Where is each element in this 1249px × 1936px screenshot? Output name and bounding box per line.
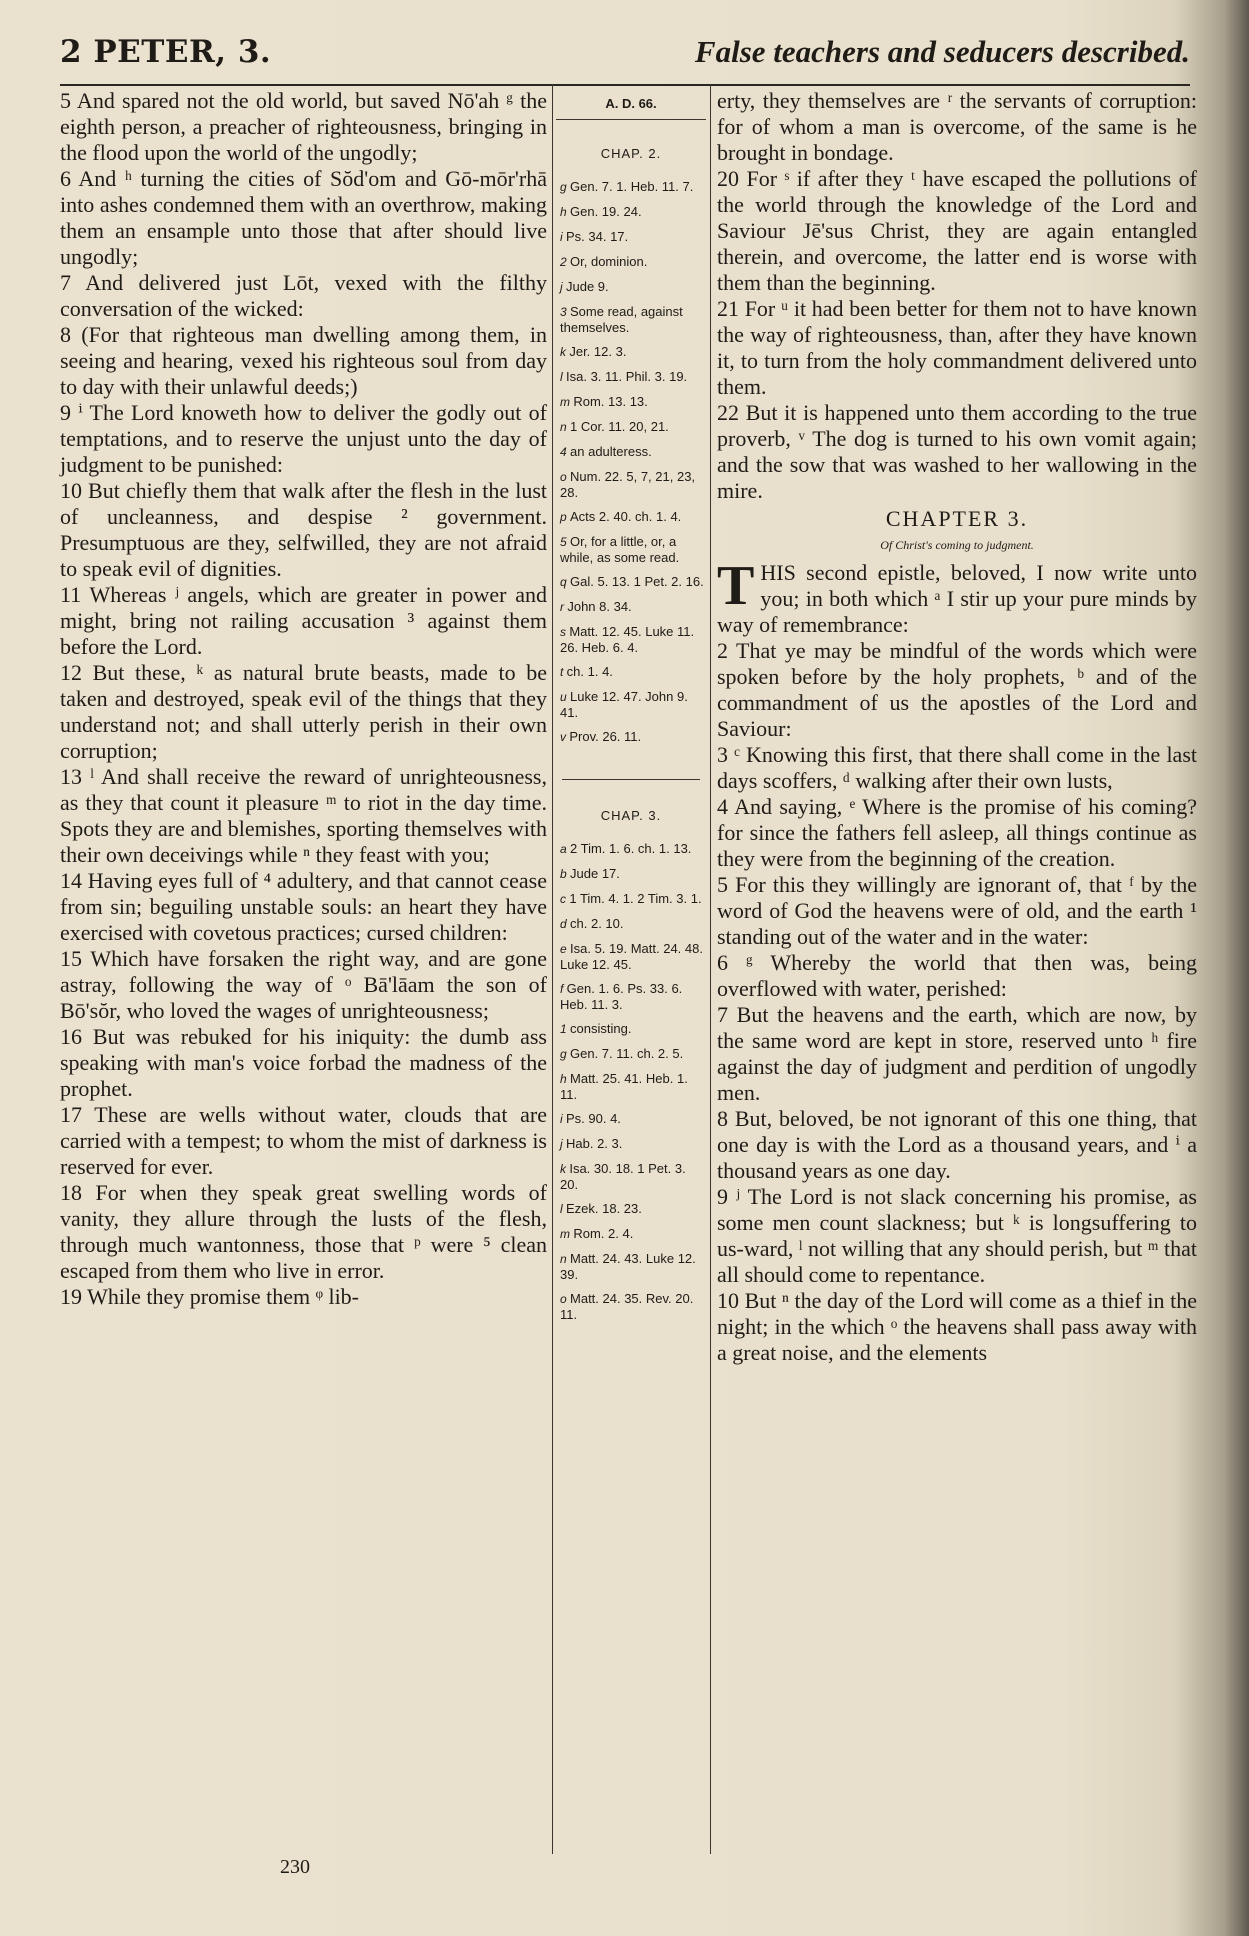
reference-text: Rom. 13. 13. <box>573 394 648 409</box>
cross-reference <box>556 469 706 500</box>
reference-key: u <box>560 690 571 704</box>
cross-reference <box>556 204 706 220</box>
reference-text: Matt. 25. 41. Heb. 1. 11. <box>560 1071 688 1102</box>
verse: 17 These are wells without water, clouds that are carried with a tempest; to whom the mist of darkness is reserved for ever. <box>60 1102 547 1179</box>
reference-text: Or, dominion. <box>570 254 648 269</box>
chapter-3-subtitle: Of Christ's coming to judgment. <box>880 538 1034 552</box>
reference-key: j <box>560 280 566 294</box>
reference-text: Matt. 24. 35. Rev. 20. 11. <box>560 1291 694 1322</box>
reference-text: Gal. 5. 13. 1 Pet. 2. 16. <box>570 574 704 589</box>
reference-text: 1 Tim. 4. 1. 2 Tim. 3. 1. <box>569 891 702 906</box>
cross-reference <box>556 1251 706 1282</box>
reference-key: k <box>560 345 570 359</box>
cross-reference <box>556 1291 706 1322</box>
cross-reference <box>556 1071 706 1102</box>
reference-text: Or, for a little, or, a while, as some read. <box>560 534 680 565</box>
reference-text: Luke 12. 47. John 9. 41. <box>560 689 688 720</box>
cross-reference-column <box>556 88 706 1331</box>
cross-reference <box>556 304 706 335</box>
cross-reference <box>556 599 706 615</box>
verse: 12 But these, ᵏ as natural brute beasts, made to be taken and destroyed, speak evil of the things that they understand not; and shall utterly perish in their own corruption; <box>60 660 547 763</box>
reference-text: Matt. 24. 43. Luke 12. 39. <box>560 1251 696 1282</box>
chapter-2-references <box>556 179 706 745</box>
page-number: 230 <box>280 1856 310 1878</box>
reference-key: g <box>560 1047 571 1061</box>
verse: 11 Whereas ʲ angels, which are greater in power and might, bring not railing accusation ³ against them before the Lord. <box>60 582 547 659</box>
cross-reference <box>556 664 706 680</box>
cross-reference <box>556 1161 706 1192</box>
cross-reference <box>556 866 706 882</box>
date-label: A. D. 66. <box>556 88 706 120</box>
verse: 10 But ⁿ the day of the Lord will come as a thief in the night; in the which ᵒ the heavens shall pass away with a great noise, and the elements <box>717 1288 1197 1365</box>
reference-text: 2 Tim. 1. 6. ch. 1. 13. <box>570 841 692 856</box>
drop-cap: T <box>717 555 755 617</box>
verse: 6 And ʰ turning the cities of Sŏd'om and Gō-mōr'rhā into ashes condemned them with an overthrow, making them an ensample unto those that after should live ungodly; <box>60 166 547 269</box>
verse: 10 But chiefly them that walk after the flesh in the lust of uncleanness, and despise ² government. Presumptuous are they, selfwilled, they are not afraid to speak evil of dignities. <box>60 478 547 581</box>
cross-reference <box>556 1046 706 1062</box>
reference-key: c <box>560 892 570 906</box>
cross-reference <box>556 419 706 435</box>
reference-text: Jude 9. <box>566 279 609 294</box>
verse: 21 For ᵘ it had been better for them not to have known the way of righteousness, than, after they have known it, to turn from the holy commandment delivered unto them. <box>717 296 1197 399</box>
reference-key: s <box>560 625 570 639</box>
reference-text: Gen. 7. 11. ch. 2. 5. <box>570 1046 684 1061</box>
chapter-3-heading: CHAPTER 3. <box>885 506 1029 531</box>
verse: erty, they themselves are ʳ the servants of corruption: for of whom a man is overcome, of the same is he brought in bondage. <box>717 88 1197 165</box>
cross-reference <box>556 1111 706 1127</box>
reference-key: d <box>560 917 571 931</box>
reference-text: Ezek. 18. 23. <box>566 1201 642 1216</box>
reference-text: Matt. 12. 45. Luke 11. 26. Heb. 6. 4. <box>560 624 695 655</box>
verse: 9 ⁱ The Lord knoweth how to deliver the godly out of temptations, and to reserve the unjust unto the day of judgment to be punished: <box>60 400 547 477</box>
reference-key: m <box>560 1227 574 1241</box>
reference-key: h <box>560 205 571 219</box>
verse: 20 For ˢ if after they ᵗ have escaped the pollutions of the world through the knowledge of the Lord and Saviour Jē'sus Christ, they are again entangled therein, and overcome, the latter end is worse with them than the beginning. <box>717 166 1197 295</box>
reference-text: Ps. 34. 17. <box>566 229 629 244</box>
reference-text: Rom. 2. 4. <box>573 1226 634 1241</box>
verse: 15 Which have forsaken the right way, and are gone astray, following the way of ᵒ Bā'lāam the son of Bō'sŏr, who loved the wages of unrighteousness; <box>60 946 547 1023</box>
reference-key: g <box>560 180 571 194</box>
reference-text: consisting. <box>570 1021 632 1036</box>
chapter-2-end-verses <box>717 88 1197 504</box>
reference-key: h <box>560 1072 571 1086</box>
reference-key: 5 <box>560 535 571 549</box>
cross-reference <box>556 624 706 655</box>
cross-reference <box>556 841 706 857</box>
cross-reference <box>556 444 706 460</box>
verse: 2 That ye may be mindful of the words which were spoken before by the holy prophets, ᵇ and of the commandment of us the apostles of the Lord and Saviour: <box>717 638 1197 741</box>
chapter-3-ref-label: CHAP. 3. <box>600 808 662 823</box>
chapter-3-verses <box>717 638 1197 1366</box>
chapter-3-references <box>556 841 706 1322</box>
reference-key: q <box>560 575 571 589</box>
cross-reference <box>556 369 706 385</box>
cross-reference <box>556 279 706 295</box>
reference-key: j <box>560 1137 566 1151</box>
reference-text: ch. 2. 10. <box>570 916 624 931</box>
reference-text: Some read, against themselves. <box>560 304 683 335</box>
section-running-title: False teachers and seducers described. <box>694 34 1190 69</box>
reference-key: p <box>560 510 571 524</box>
verse: 22 But it is happened unto them according to the true proverb, ᵛ The dog is turned to his own vomit again; and the sow that was washed to her wallowing in the mire. <box>717 400 1197 503</box>
verse: 16 But was rebuked for his iniquity: the dumb ass speaking with man's voice forbad the madness of the prophet. <box>60 1024 547 1101</box>
reference-text: ch. 1. 4. <box>566 664 613 679</box>
cross-reference <box>556 394 706 410</box>
chapter-3-verse-1 <box>717 555 1197 638</box>
verse: 7 And delivered just Lōt, vexed with the filthy conversation of the wicked: <box>60 270 547 321</box>
reference-key: b <box>560 867 571 881</box>
cross-reference <box>556 729 706 745</box>
reference-key: m <box>560 395 574 409</box>
reference-key: o <box>560 470 571 484</box>
reference-key: 2 <box>560 255 571 269</box>
verse: 14 Having eyes full of ⁴ adultery, and that cannot cease from sin; beguiling unstable souls: an heart they have exercised with covetous practices; cursed children: <box>60 868 547 945</box>
reference-key: k <box>560 1162 570 1176</box>
reference-key: i <box>560 230 566 244</box>
reference-text: Gen. 7. 1. Heb. 11. 7. <box>570 179 694 194</box>
verse: 18 For when they speak great swelling words of vanity, they allure through the lusts of the flesh, through much wantonness, those that ᵖ were ⁵ clean escaped from them who live in error. <box>60 1180 547 1283</box>
reference-text: 1 Cor. 11. 20, 21. <box>570 419 669 434</box>
book-chapter-heading: 2 PETER, 3. <box>60 34 272 70</box>
reference-key: l <box>560 370 566 384</box>
verse-text: HIS second epistle, beloved, I now write unto you; in both which ᵃ I stir up your pure minds by way of remembrance: <box>717 560 1197 637</box>
reference-key: n <box>560 420 571 434</box>
cross-reference <box>556 891 706 907</box>
cross-reference <box>556 229 706 245</box>
cross-reference <box>556 254 706 270</box>
reference-key: f <box>560 982 567 996</box>
cross-reference <box>556 1136 706 1152</box>
reference-text: Jer. 12. 3. <box>569 344 627 359</box>
verse: 19 While they promise them ᵠ lib- <box>60 1284 360 1309</box>
column-rule-left <box>552 84 553 1854</box>
cross-reference <box>556 574 706 590</box>
verse: 5 For this they willingly are ignorant of, that ᶠ by the word of God the heavens were of old, and the earth ¹ standing out of the water and in the water: <box>717 872 1197 949</box>
reference-text: Jude 17. <box>570 866 620 881</box>
reference-key: v <box>560 730 570 744</box>
reference-key: r <box>560 600 568 614</box>
cross-reference <box>556 179 706 195</box>
reference-text: an adulteress. <box>570 444 652 459</box>
reference-text: Isa. 5. 19. Matt. 24. 48. Luke 12. 45. <box>560 941 703 972</box>
reference-key: a <box>560 842 571 856</box>
verse: 13 ˡ And shall receive the reward of unrighteousness, as they that count it pleasure ᵐ to riot in the day time. Spots they are and blemishes, sporting themselves with their own deceivings while ⁿ they feast with you; <box>60 764 547 867</box>
reference-key: 3 <box>560 305 571 319</box>
verse: 7 But the heavens and the earth, which are now, by the same word are kept in store, reserved unto ʰ fire against the day of judgment and perdition of ungodly men. <box>717 1002 1197 1105</box>
reference-text: Isa. 3. 11. Phil. 3. 19. <box>566 369 688 384</box>
reference-key: l <box>560 1202 566 1216</box>
cross-reference <box>556 689 706 720</box>
cross-reference <box>556 916 706 932</box>
verse: 8 (For that righteous man dwelling among them, in seeing and hearing, vexed his righteous soul from day to day with their unlawful deeds;) <box>60 322 547 399</box>
verse: 5 And spared not the old world, but saved Nō'ah ᵍ the eighth person, a preacher of righteousness, bringing in the flood upon the world of the ungodly; <box>60 88 547 165</box>
cross-reference <box>556 941 706 972</box>
reference-text: Isa. 30. 18. 1 Pet. 3. 20. <box>560 1161 686 1192</box>
column-rule-right <box>710 84 711 1854</box>
verse: 3 ᶜ Knowing this first, that there shall come in the last days scoffers, ᵈ walking after their own lusts, <box>717 742 1197 793</box>
reference-key: 4 <box>560 445 571 459</box>
cross-reference <box>556 1021 706 1037</box>
reference-key: i <box>560 1112 566 1126</box>
verse: 8 But, beloved, be not ignorant of this one thing, that one day is with the Lord as a thousand years, and ⁱ a thousand years as one day. <box>717 1106 1197 1183</box>
reference-key: n <box>560 1252 571 1266</box>
reference-key: t <box>560 665 567 679</box>
cross-reference <box>556 1226 706 1242</box>
reference-text: Gen. 19. 24. <box>570 204 642 219</box>
verse: 4 And saying, ᵉ Where is the promise of his coming? for since the fathers fell asleep, all things continue as they were from the beginning of the creation. <box>717 794 1197 871</box>
page-header <box>60 34 1190 86</box>
left-text-column <box>60 88 547 1310</box>
reference-key: 1 <box>560 1022 571 1036</box>
cross-reference <box>556 981 706 1012</box>
reference-text: Num. 22. 5, 7, 21, 23, 28. <box>560 469 696 500</box>
verse: 6 ᵍ Whereby the world that then was, being overflowed with water, perished: <box>717 950 1197 1001</box>
reference-text: John 8. 34. <box>567 599 632 614</box>
cross-reference <box>556 1201 706 1217</box>
verse: 9 ʲ The Lord is not slack concerning his promise, as some men count slackness; but ᵏ is longsuffering to us-ward, ˡ not willing that any should perish, but ᵐ that all should come to repentance. <box>717 1184 1198 1287</box>
reference-text: Ps. 90. 4. <box>566 1111 621 1126</box>
cross-reference <box>556 509 706 525</box>
reference-divider <box>562 779 700 780</box>
reference-text: Gen. 1. 6. Ps. 33. 6. Heb. 11. 3. <box>560 981 683 1012</box>
reference-text: Hab. 2. 3. <box>566 1136 623 1151</box>
right-text-column <box>717 88 1197 1366</box>
reference-text: Acts 2. 40. ch. 1. 4. <box>570 509 682 524</box>
reference-key: o <box>560 1292 571 1306</box>
cross-reference <box>556 534 706 565</box>
reference-key: e <box>560 942 571 956</box>
chapter-2-ref-label: CHAP. 2. <box>600 146 662 161</box>
reference-text: Prov. 26. 11. <box>569 729 642 744</box>
cross-reference <box>556 344 706 360</box>
